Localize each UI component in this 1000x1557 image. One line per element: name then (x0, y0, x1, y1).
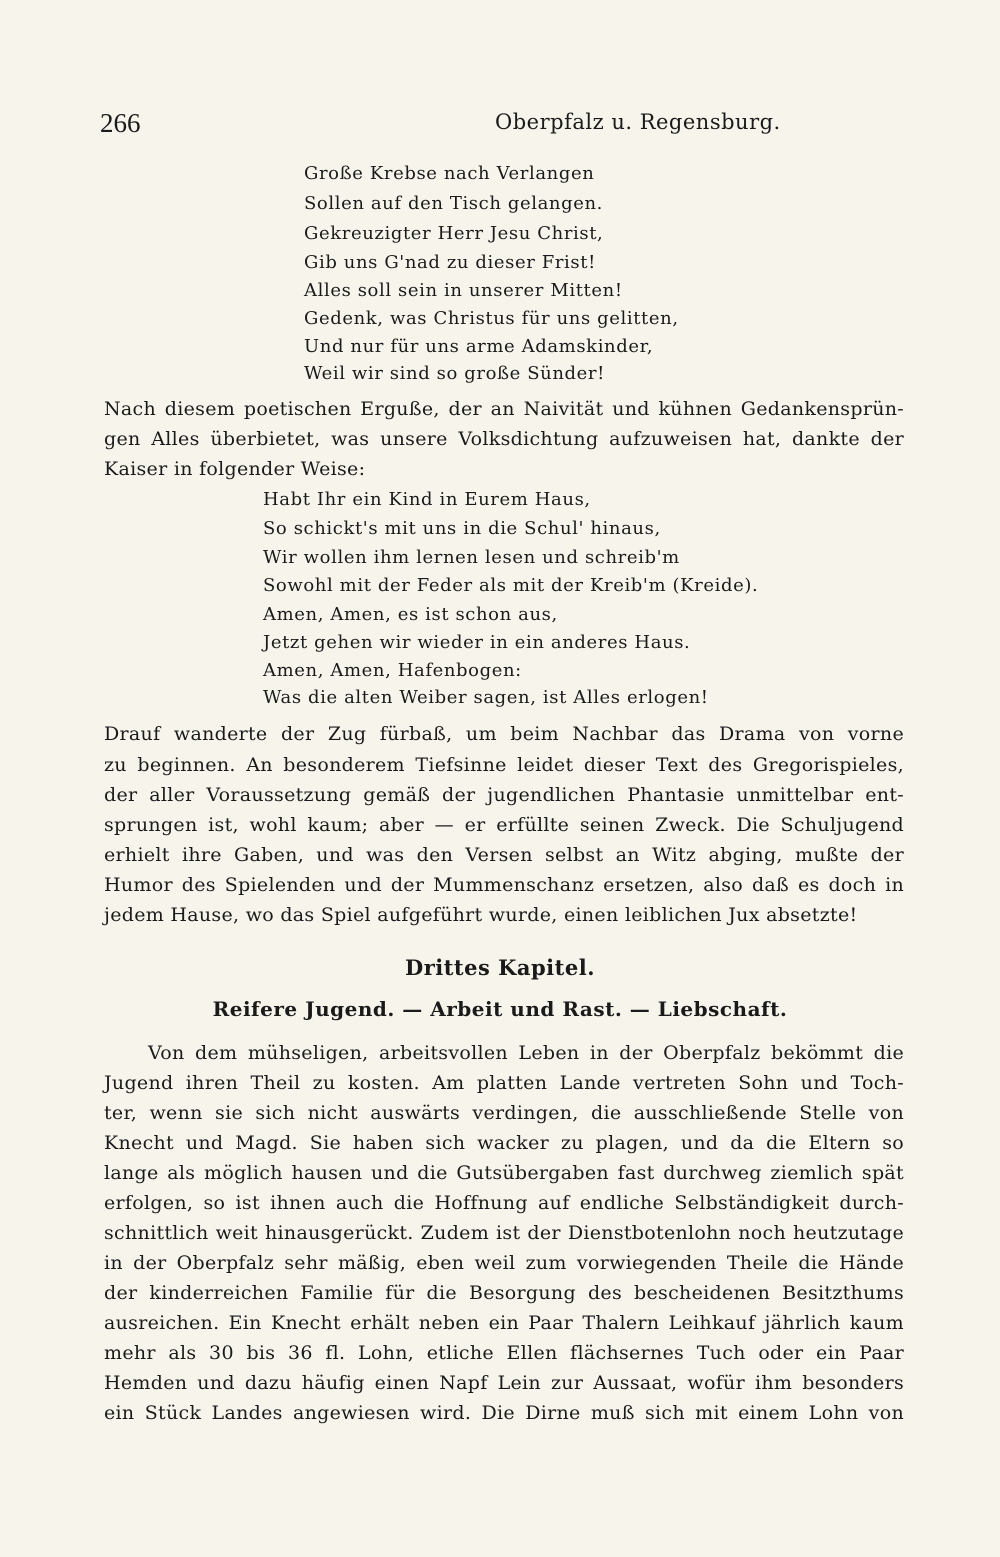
text-line: sprungen ist, wohl kaum; aber — er erfüllte seinen Zweck. Die Schuljugend (104, 814, 904, 836)
verse-line: So schickt's mit uns in die Schul' hinaus, (263, 518, 661, 539)
verse-line: Gib uns G'nad zu dieser Frist! (304, 252, 596, 273)
text-line: zu beginnen. An besonderem Tiefsinne leidet dieser Text des Gregorispieles, (104, 754, 904, 776)
text-line: der aller Voraussetzung gemäß der jugendlichen Phantasie unmittelbar ent- (104, 784, 904, 806)
verse-line: Sowohl mit der Feder als mit der Kreib'm (Kreide). (263, 575, 759, 596)
text-line: in der Oberpfalz sehr mäßig, eben weil zum vorwiegenden Theile die Hände (104, 1252, 904, 1274)
text-line: Knecht und Magd. Sie haben sich wacker zu plagen, und da die Eltern so (104, 1132, 904, 1154)
text-line: jedem Hause, wo das Spiel aufgeführt wurde, einen leiblichen Jux absetzte! (104, 904, 858, 926)
verse-line: Weil wir sind so große Sünder! (304, 363, 605, 384)
verse-line: Amen, Amen, es ist schon aus, (263, 604, 558, 625)
chapter-title: Drittes Kapitel. (404, 955, 596, 980)
text-line: gen Alles überbietet, was unsere Volksdichtung aufzuweisen hat, dankte der (104, 428, 904, 450)
verse-line: Gedenk, was Christus für uns gelitten, (304, 308, 679, 329)
verse-line: Große Krebse nach Verlangen (304, 163, 595, 184)
text-line: ein Stück Landes angewiesen wird. Die Dirne muß sich mit einem Lohn von (104, 1402, 904, 1424)
verse-line: Was die alten Weiber sagen, ist Alles erlogen! (263, 687, 709, 708)
chapter-subtitle: Reifere Jugend. — Arbeit und Rast. — Liebschaft. (212, 997, 788, 1021)
page-header (100, 108, 910, 142)
verse-line: Jetzt gehen wir wieder in ein anderes Haus. (263, 632, 691, 653)
verse-line: Amen, Amen, Hafenbogen: (263, 660, 522, 681)
text-line: Humor des Spielenden und der Mummenschanz ersetzen, also daß es doch in (104, 874, 904, 896)
verse-line: Und nur für uns arme Adamskinder, (304, 336, 654, 357)
text-line: Nach diesem poetischen Erguße, der an Naivität und kühnen Gedankensprün- (104, 398, 904, 420)
verse-line: Alles soll sein in unserer Mitten! (304, 280, 623, 301)
text-line: erfolgen, so ist ihnen auch die Hoffnung auf endliche Selbständigkeit durch- (104, 1192, 904, 1214)
text-line: erhielt ihre Gaben, und was den Versen selbst an Witz abging, mußte der (104, 844, 904, 866)
text-line: Von dem mühseligen, arbeitsvollen Leben in der Oberpfalz bekömmt die (148, 1042, 904, 1064)
text-line: mehr als 30 bis 36 fl. Lohn, etliche Ellen flächsernes Tuch oder ein Paar (104, 1342, 904, 1364)
verse-line: Habt Ihr ein Kind in Eurem Haus, (263, 489, 591, 510)
text-line: lange als möglich hausen und die Gutsübergaben fast durchweg ziemlich spät (104, 1162, 904, 1184)
text-line: Kaiser in folgender Weise: (104, 458, 366, 480)
text-line: Drauf wanderte der Zug fürbaß, um beim Nachbar das Drama von vorne (104, 723, 904, 745)
verse-line: Gekreuzigter Herr Jesu Christ, (304, 223, 604, 244)
text-line: der kinderreichen Familie für die Besorgung des bescheidenen Besitzthums (104, 1282, 904, 1304)
text-line: ter, wenn sie sich nicht auswärts verdingen, die ausschließende Stelle von (104, 1102, 904, 1124)
text-line: schnittlich weit hinausgerückt. Zudem ist der Dienstbotenlohn noch heutzutage (104, 1222, 904, 1244)
verse-line: Wir wollen ihm lernen lesen und schreib'm (263, 547, 680, 568)
page-number: 266 (100, 108, 141, 138)
verse-line: Sollen auf den Tisch gelangen. (304, 193, 603, 214)
text-line: Jugend ihren Theil zu kosten. Am platten Lande vertreten Sohn und Toch- (104, 1072, 904, 1094)
text-line: Hemden und dazu häufig einen Napf Lein zur Aussaat, wofür ihm besonders (104, 1372, 904, 1394)
running-title: Oberpfalz u. Regensburg. (495, 110, 781, 134)
text-line: ausreichen. Ein Knecht erhält neben ein Paar Thalern Leihkauf jährlich kaum (104, 1312, 904, 1334)
